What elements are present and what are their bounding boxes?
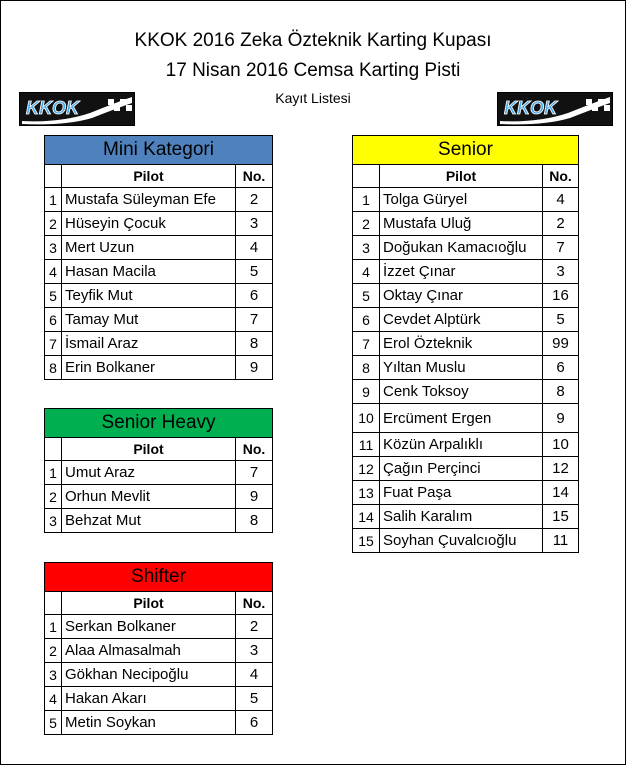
row-index: 2 bbox=[45, 212, 62, 236]
number-column-header: No. bbox=[236, 592, 273, 615]
pilot-name: Ercüment Ergen bbox=[380, 404, 543, 433]
kart-number: 6 bbox=[543, 356, 579, 380]
row-index: 1 bbox=[353, 188, 380, 212]
kart-number: 7 bbox=[236, 461, 273, 485]
pilot-name: Közün Arpalıklı bbox=[380, 433, 543, 457]
row-index: 1 bbox=[45, 615, 62, 639]
category-header bbox=[45, 409, 273, 438]
pilot-column-header: Pilot bbox=[62, 165, 236, 188]
kart-number: 9 bbox=[236, 485, 273, 509]
table-row bbox=[353, 404, 579, 433]
page-subtitle: 17 Nisan 2016 Cemsa Karting Pisti bbox=[165, 60, 461, 81]
category-header bbox=[353, 136, 579, 165]
number-column-header: No. bbox=[543, 165, 579, 188]
pilot-name: Hakan Akarı bbox=[62, 687, 236, 711]
kart-number: 6 bbox=[236, 711, 273, 735]
row-index: 4 bbox=[353, 260, 380, 284]
senior-table bbox=[352, 135, 579, 553]
row-index: 3 bbox=[45, 663, 62, 687]
index-header bbox=[45, 165, 62, 188]
column-header-row bbox=[353, 165, 579, 188]
pilot-name: Soyhan Çuvalcıoğlu bbox=[380, 529, 543, 553]
pilot-column-header: Pilot bbox=[62, 592, 236, 615]
column-header-row bbox=[45, 165, 273, 188]
table-row bbox=[353, 308, 579, 332]
row-index: 2 bbox=[45, 639, 62, 663]
pilot-name: Teyfik Mut bbox=[62, 284, 236, 308]
table-row bbox=[353, 356, 579, 380]
row-index: 5 bbox=[353, 284, 380, 308]
pilot-name: Cenk Toksoy bbox=[380, 380, 543, 404]
senior-heavy-table bbox=[44, 408, 273, 533]
pilot-name: Umut Araz bbox=[62, 461, 236, 485]
kart-number: 10 bbox=[543, 433, 579, 457]
pilot-name: Erin Bolkaner bbox=[62, 356, 236, 380]
kart-number: 3 bbox=[543, 260, 579, 284]
row-index: 12 bbox=[353, 457, 380, 481]
table-row bbox=[353, 236, 579, 260]
list-label: Kayıt Listesi bbox=[275, 90, 351, 106]
kart-number: 9 bbox=[543, 404, 579, 433]
kart-number: 5 bbox=[543, 308, 579, 332]
kart-number: 4 bbox=[543, 188, 579, 212]
table-row bbox=[353, 529, 579, 553]
mini-kategori-table bbox=[44, 135, 273, 380]
index-header bbox=[353, 165, 380, 188]
table-row bbox=[45, 639, 273, 663]
table-row bbox=[353, 380, 579, 404]
pilot-column-header: Pilot bbox=[62, 438, 236, 461]
pilot-name: Salih Karalım bbox=[380, 505, 543, 529]
row-index: 4 bbox=[45, 687, 62, 711]
table-row bbox=[353, 332, 579, 356]
pilot-name: Gökhan Necipoğlu bbox=[62, 663, 236, 687]
kart-number: 12 bbox=[543, 457, 579, 481]
row-index: 3 bbox=[45, 236, 62, 260]
table-row bbox=[353, 481, 579, 505]
kart-number: 7 bbox=[236, 308, 273, 332]
kart-number: 5 bbox=[236, 687, 273, 711]
column-header-row bbox=[45, 592, 273, 615]
table-row bbox=[45, 332, 273, 356]
row-index: 11 bbox=[353, 433, 380, 457]
pilot-name: Çağın Perçinci bbox=[380, 457, 543, 481]
category-title: Senior Heavy bbox=[45, 409, 273, 438]
kart-number: 7 bbox=[543, 236, 579, 260]
pilot-name: Orhun Mevlit bbox=[62, 485, 236, 509]
kart-number: 2 bbox=[543, 212, 579, 236]
kart-number: 2 bbox=[236, 188, 273, 212]
row-index: 13 bbox=[353, 481, 380, 505]
row-index: 2 bbox=[353, 212, 380, 236]
row-index: 15 bbox=[353, 529, 380, 553]
row-index: 6 bbox=[45, 308, 62, 332]
svg-text:KKOK: KKOK bbox=[26, 98, 79, 118]
row-index: 3 bbox=[45, 509, 62, 533]
pilot-name: Oktay Çınar bbox=[380, 284, 543, 308]
category-header bbox=[45, 136, 273, 165]
category-title: Shifter bbox=[45, 563, 273, 592]
pilot-name: Serkan Bolkaner bbox=[62, 615, 236, 639]
table-row bbox=[45, 687, 273, 711]
kart-number: 99 bbox=[543, 332, 579, 356]
pilot-name: Doğukan Kamacıoğlu bbox=[380, 236, 543, 260]
pilot-name: İsmail Araz bbox=[62, 332, 236, 356]
table-row bbox=[353, 457, 579, 481]
table-row bbox=[45, 509, 273, 533]
shifter-table bbox=[44, 562, 273, 735]
table-row bbox=[45, 663, 273, 687]
table-row bbox=[353, 212, 579, 236]
pilot-name: Metin Soykan bbox=[62, 711, 236, 735]
kart-number: 6 bbox=[236, 284, 273, 308]
category-header bbox=[45, 563, 273, 592]
pilot-name: Cevdet Alptürk bbox=[380, 308, 543, 332]
table-row bbox=[353, 188, 579, 212]
table-row bbox=[353, 505, 579, 529]
row-index: 8 bbox=[45, 356, 62, 380]
pilot-column-header: Pilot bbox=[380, 165, 543, 188]
kart-number: 11 bbox=[543, 529, 579, 553]
row-index: 6 bbox=[353, 308, 380, 332]
row-index: 7 bbox=[45, 332, 62, 356]
row-index: 9 bbox=[353, 380, 380, 404]
svg-text:KKOK: KKOK bbox=[504, 98, 557, 118]
kkok-logo-left bbox=[19, 92, 135, 126]
number-column-header: No. bbox=[236, 165, 273, 188]
row-index: 1 bbox=[45, 188, 62, 212]
table-row bbox=[45, 461, 273, 485]
pilot-name: Tamay Mut bbox=[62, 308, 236, 332]
number-column-header: No. bbox=[236, 438, 273, 461]
kart-number: 5 bbox=[236, 260, 273, 284]
row-index: 8 bbox=[353, 356, 380, 380]
row-index: 1 bbox=[45, 461, 62, 485]
table-row bbox=[45, 356, 273, 380]
pilot-name: Hüseyin Çocuk bbox=[62, 212, 236, 236]
kart-number: 14 bbox=[543, 481, 579, 505]
table-row bbox=[45, 212, 273, 236]
category-title: Senior bbox=[353, 136, 579, 165]
row-index: 10 bbox=[353, 404, 380, 433]
table-row bbox=[45, 485, 273, 509]
table-row bbox=[45, 615, 273, 639]
pilot-name: Erol Özteknik bbox=[380, 332, 543, 356]
pilot-name: İzzet Çınar bbox=[380, 260, 543, 284]
page-title: KKOK 2016 Zeka Özteknik Karting Kupası bbox=[134, 30, 492, 51]
pilot-name: Hasan Macila bbox=[62, 260, 236, 284]
kkok-logo-right bbox=[497, 92, 613, 126]
table-row bbox=[45, 188, 273, 212]
pilot-name: Behzat Mut bbox=[62, 509, 236, 533]
table-row bbox=[45, 260, 273, 284]
row-index: 14 bbox=[353, 505, 380, 529]
kart-number: 8 bbox=[236, 332, 273, 356]
pilot-name: Yıltan Muslu bbox=[380, 356, 543, 380]
pilot-name: Mert Uzun bbox=[62, 236, 236, 260]
row-index: 2 bbox=[45, 485, 62, 509]
row-index: 5 bbox=[45, 711, 62, 735]
kart-number: 3 bbox=[236, 639, 273, 663]
pilot-name: Mustafa Süleyman Efe bbox=[62, 188, 236, 212]
pilot-name: Tolga Güryel bbox=[380, 188, 543, 212]
table-row bbox=[353, 260, 579, 284]
table-row bbox=[45, 236, 273, 260]
table-row bbox=[45, 308, 273, 332]
kart-number: 8 bbox=[236, 509, 273, 533]
column-header-row bbox=[45, 438, 273, 461]
category-title: Mini Kategori bbox=[45, 136, 273, 165]
kart-number: 15 bbox=[543, 505, 579, 529]
row-index: 5 bbox=[45, 284, 62, 308]
index-header bbox=[45, 438, 62, 461]
table-row bbox=[45, 284, 273, 308]
kart-number: 8 bbox=[543, 380, 579, 404]
pilot-name: Mustafa Uluğ bbox=[380, 212, 543, 236]
table-row bbox=[45, 711, 273, 735]
pilot-name: Alaa Almasalmah bbox=[62, 639, 236, 663]
kart-number: 3 bbox=[236, 212, 273, 236]
kart-number: 4 bbox=[236, 663, 273, 687]
table-row bbox=[353, 433, 579, 457]
kart-number: 16 bbox=[543, 284, 579, 308]
table-row bbox=[353, 284, 579, 308]
kart-number: 4 bbox=[236, 236, 273, 260]
kart-number: 2 bbox=[236, 615, 273, 639]
pilot-name: Fuat Paşa bbox=[380, 481, 543, 505]
row-index: 4 bbox=[45, 260, 62, 284]
row-index: 7 bbox=[353, 332, 380, 356]
row-index: 3 bbox=[353, 236, 380, 260]
kart-number: 9 bbox=[236, 356, 273, 380]
index-header bbox=[45, 592, 62, 615]
